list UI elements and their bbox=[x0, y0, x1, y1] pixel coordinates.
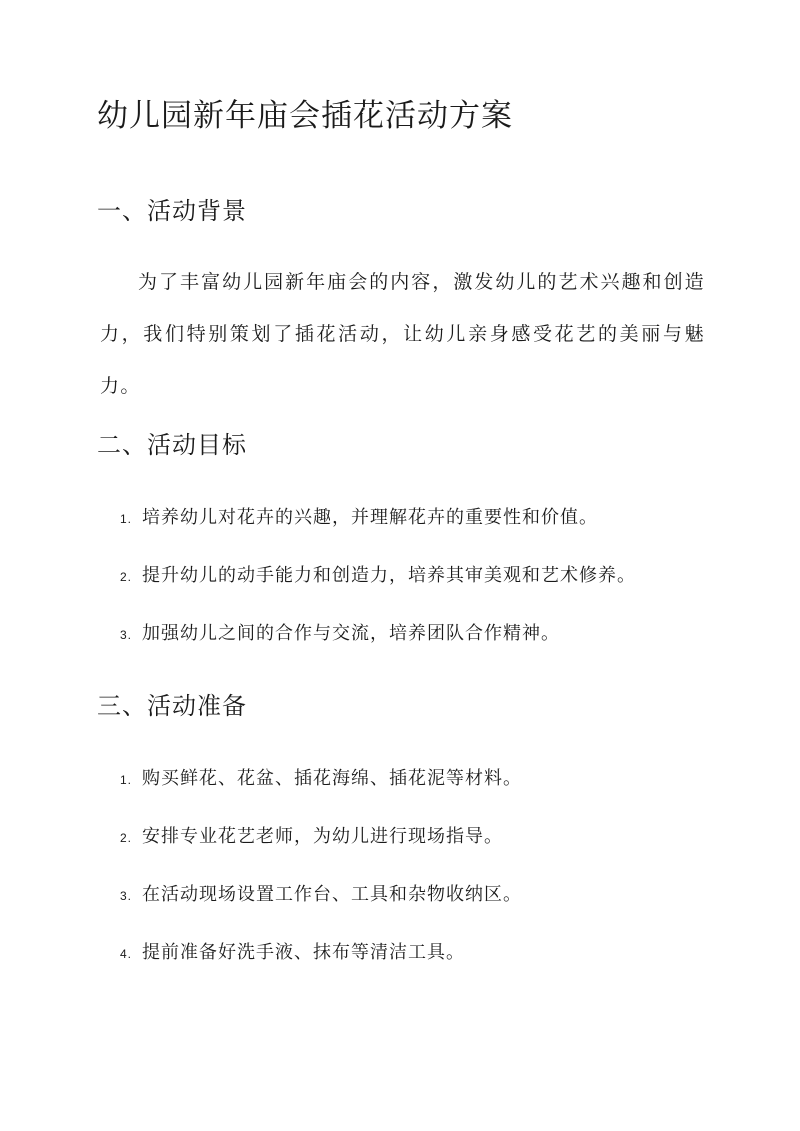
list-item-number: 2. bbox=[120, 831, 133, 845]
page-title: 幼儿园新年庙会插花活动方案 bbox=[97, 98, 513, 134]
section-heading-preparation: 三、活动准备 bbox=[97, 692, 247, 720]
list-item-number: 1. bbox=[120, 773, 133, 787]
list-item bbox=[100, 619, 636, 677]
list-item bbox=[100, 880, 522, 938]
list-item bbox=[100, 822, 522, 880]
list-item-text: 购买鲜花、花盆、插花海绵、插花泥等材料。 bbox=[142, 768, 522, 789]
list-item-text: 提升幼儿的动手能力和创造力，培养其审美观和艺术修养。 bbox=[142, 565, 636, 586]
list-item bbox=[100, 561, 636, 619]
list-item-text: 在活动现场设置工作台、工具和杂物收纳区。 bbox=[142, 884, 522, 905]
section-heading-goals: 二、活动目标 bbox=[97, 431, 247, 459]
list-item-text: 培养幼儿对花卉的兴趣，并理解花卉的重要性和价值。 bbox=[142, 507, 598, 528]
list-item-text: 加强幼儿之间的合作与交流，培养团队合作精神。 bbox=[142, 623, 560, 644]
list-item-text: 提前准备好洗手液、抹布等清洁工具。 bbox=[142, 942, 465, 963]
list-item-number: 3. bbox=[120, 628, 133, 642]
list-item bbox=[100, 764, 522, 822]
list-item-number: 4. bbox=[120, 947, 133, 961]
list-item bbox=[100, 503, 636, 561]
goals-list bbox=[100, 503, 636, 677]
list-item-number: 2. bbox=[120, 570, 133, 584]
list-item-number: 3. bbox=[120, 889, 133, 903]
list-item-text: 安排专业花艺老师，为幼儿进行现场指导。 bbox=[142, 826, 503, 847]
list-item bbox=[100, 938, 522, 996]
preparation-list bbox=[100, 764, 522, 996]
background-paragraph: 为了丰富幼儿园新年庙会的内容，激发幼儿的艺术兴趣和创造力，我们特别策划了插花活动，让幼儿亲身感受花艺的美丽与魅力。 bbox=[100, 271, 705, 397]
list-item-number: 1. bbox=[120, 512, 133, 526]
section-heading-background: 一、活动背景 bbox=[97, 197, 247, 225]
